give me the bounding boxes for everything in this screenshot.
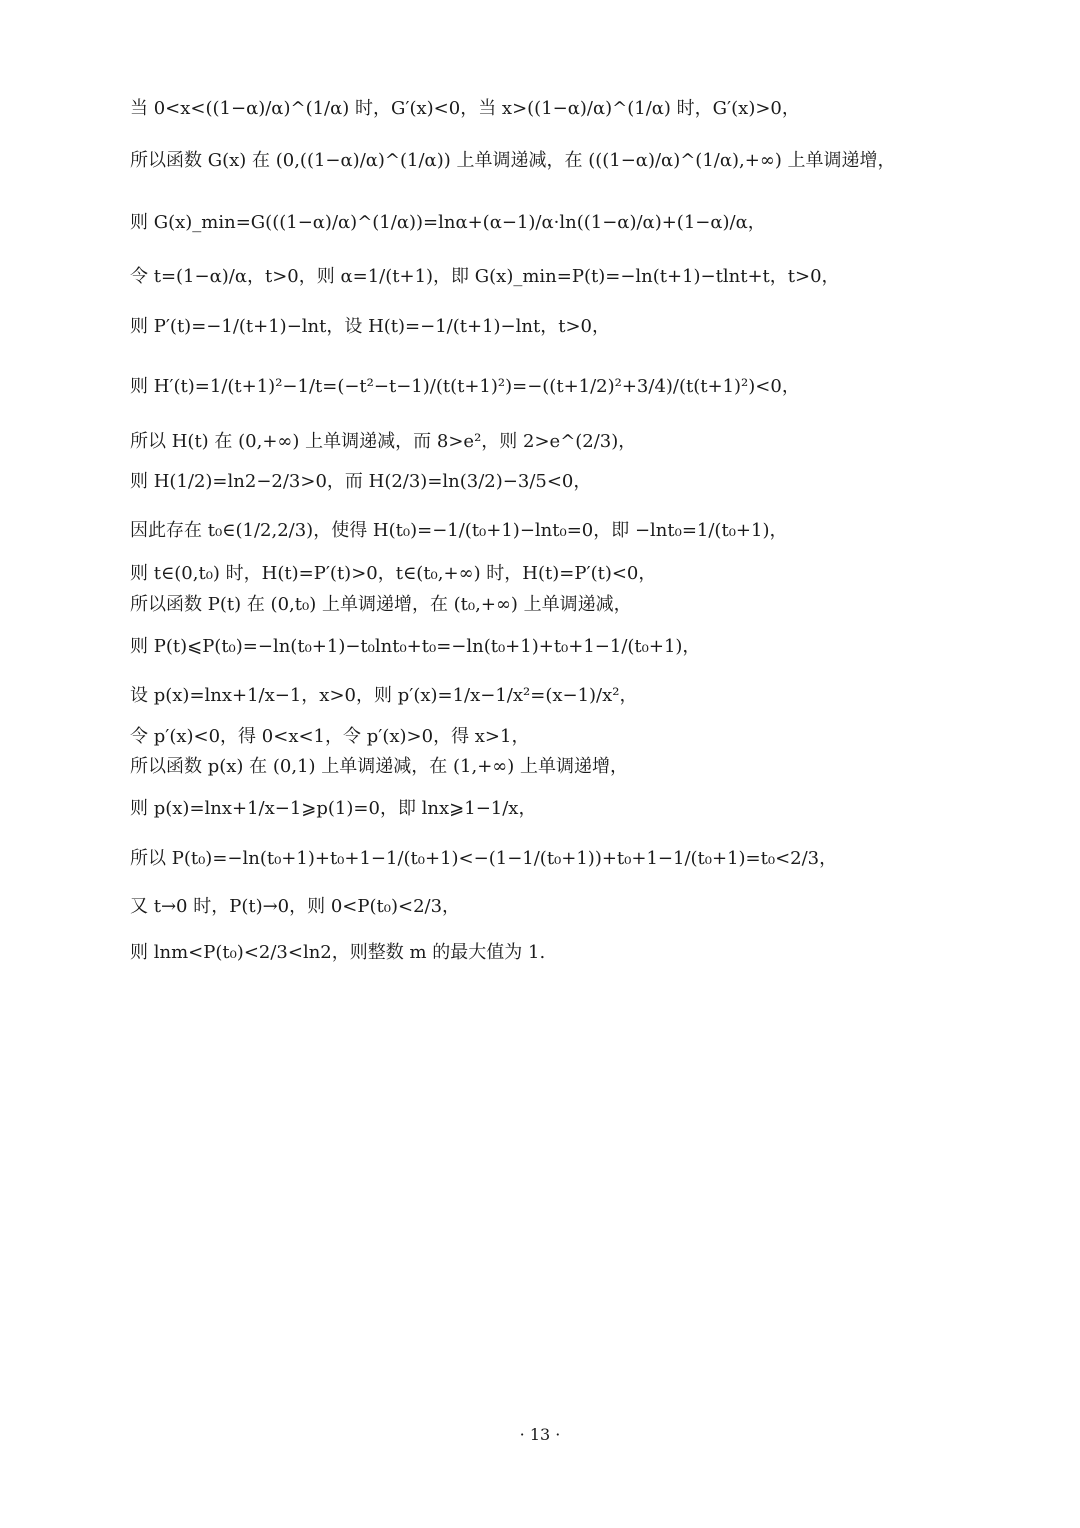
solution-line: 则 H(1/2)=ln2−2/3>0，而 H(2/3)=ln(3/2)−3/5<0， [130,471,592,492]
solution-line: 则 t∈(0,t₀) 时，H(t)=P′(t)>0，t∈(t₀,+∞) 时，H(t)=P′(t)<0， [130,563,657,584]
solution-line: 则 H′(t)=1/(t+1)²−1/t=(−t²−t−1)/(t(t+1)²)=−((t+1/2)²+3/4)/(t(t+1)²)<0， [130,376,800,397]
solution-line: 又 t→0 时，P(t)→0，则 0<P(t₀)<2/3， [130,896,461,917]
solution-line: 当 0<x<((1−α)/α)^(1/α) 时，G′(x)<0，当 x>((1−α)/α)^(1/α) 时，G′(x)>0， [130,98,800,119]
solution-line: 所以 P(t₀)=−ln(t₀+1)+t₀+1−1/(t₀+1)<−(1−1/(t₀+1))+t₀+1−1/(t₀+1)=t₀<2/3， [130,848,838,869]
solution-line: 设 p(x)=lnx+1/x−1，x>0，则 p′(x)=1/x−1/x²=(x−1)/x²， [130,685,638,706]
solution-line: 因此存在 t₀∈(1/2,2/3)，使得 H(t₀)=−1/(t₀+1)−lnt₀=0，即 −lnt₀=1/(t₀+1)， [130,520,788,541]
solution-line: 所以 H(t) 在 (0,+∞) 上单调递减，而 8>e²，则 2>e^(2/3)， [130,431,637,452]
solution-line: 则 G(x)_min=G(((1−α)/α)^(1/α))=lnα+(α−1)/α·ln((1−α)/α)+(1−α)/α， [130,212,766,233]
solution-line: 令 p′(x)<0，得 0<x<1，令 p′(x)>0，得 x>1， [130,726,530,747]
solution-line: 则 P′(t)=−1/(t+1)−lnt，设 H(t)=−1/(t+1)−lnt，t>0， [130,316,610,337]
page-number: · 13 · [519,1425,561,1444]
solution-line: 则 lnm<P(t₀)<2/3<ln2，则整数 m 的最大值为 1. [130,942,546,963]
solution-line: 则 P(t)⩽P(t₀)=−ln(t₀+1)−t₀lnt₀+t₀=−ln(t₀+1)+t₀+1−1/(t₀+1)， [130,636,701,657]
solution-line: 所以函数 p(x) 在 (0,1) 上单调递减，在 (1,+∞) 上单调递增， [130,756,629,777]
solution-line: 则 p(x)=lnx+1/x−1⩾p(1)=0，即 lnx⩾1−1/x， [130,798,537,819]
solution-line: 所以函数 P(t) 在 (0,t₀) 上单调递增，在 (t₀,+∞) 上单调递减， [130,594,632,615]
solution-line: 令 t=(1−α)/α，t>0，则 α=1/(t+1)，即 G(x)_min=P(t)=−ln(t+1)−tlnt+t，t>0， [130,266,840,287]
solution-line: 所以函数 G(x) 在 (0,((1−α)/α)^(1/α)) 上单调递减，在 (((1−α)/α)^(1/α),+∞) 上单调递增， [130,150,896,171]
